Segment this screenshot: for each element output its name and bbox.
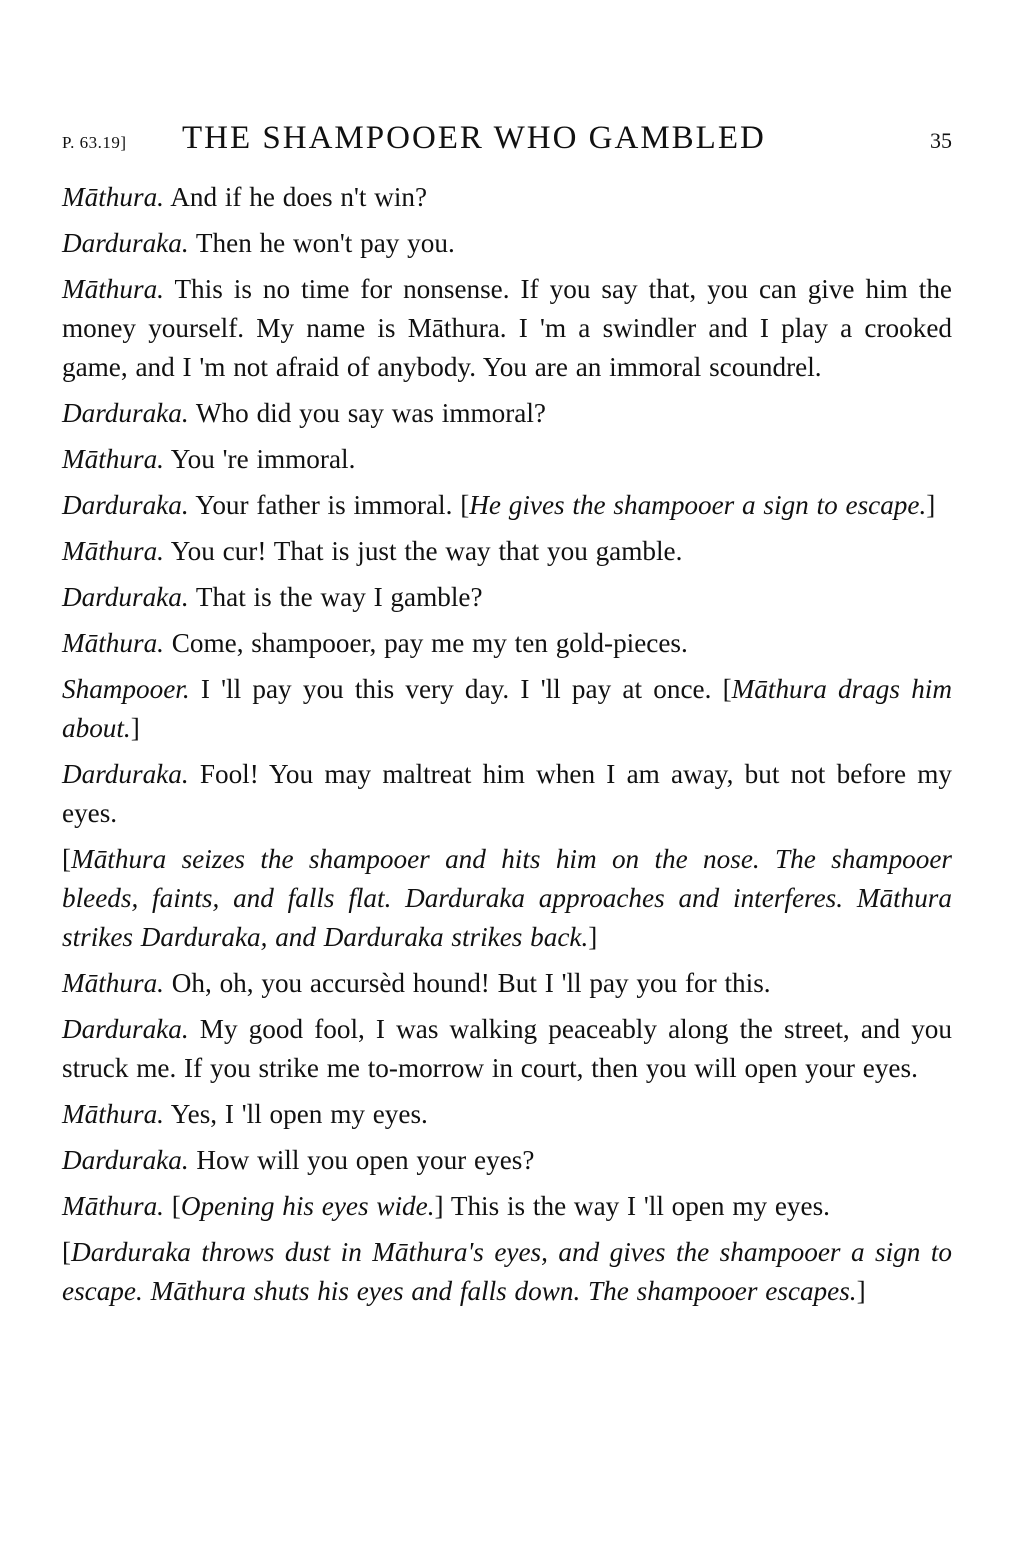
- header-reference: P. 63.19]: [62, 133, 127, 152]
- dialogue-line: [62, 624, 952, 663]
- line-text: That is the way I gamble?: [188, 582, 483, 612]
- line-text: My good fool, I was walking peaceably along the street, and you struck me. If you strike me to-morrow in court, then you will open your eyes.: [62, 1014, 952, 1083]
- speaker-name: Māthura.: [62, 1099, 164, 1129]
- dialogue-line: [62, 755, 952, 833]
- dialogue-line: [62, 1187, 952, 1226]
- line-text: You 're immoral.: [163, 444, 356, 474]
- speaker-name: Darduraka.: [62, 582, 189, 612]
- speaker-name: Shampooer.: [62, 674, 190, 704]
- line-text: I 'll pay you this very day. I 'll pay at once. [: [189, 674, 732, 704]
- stage-direction-block: [62, 840, 952, 957]
- stage-direction: Opening his eyes wide.: [180, 1191, 435, 1221]
- dialogue: [62, 178, 952, 1311]
- speaker-name: Darduraka.: [62, 1145, 189, 1175]
- line-text: You cur! That is just the way that you gamble.: [163, 536, 683, 566]
- speaker-name: Māthura.: [62, 536, 164, 566]
- bracket-close: ]: [856, 1276, 866, 1306]
- speaker-name: Darduraka.: [62, 490, 189, 520]
- dialogue-line: [62, 486, 952, 525]
- dialogue-line: [62, 270, 952, 387]
- dialogue-line: [62, 394, 952, 433]
- dialogue-line: [62, 1141, 952, 1180]
- dialogue-line: [62, 178, 952, 217]
- stage-direction: Māthura drags him about.: [62, 674, 952, 743]
- line-text: Yes, I 'll open my eyes.: [163, 1099, 428, 1129]
- bracket-close: ]: [926, 490, 936, 520]
- dialogue-line: [62, 440, 952, 479]
- speaker-name: Māthura.: [62, 628, 164, 658]
- line-text: Fool! You may maltreat him when I am away, but not before my eyes.: [62, 759, 952, 828]
- bracket-close: ]: [130, 713, 140, 743]
- speaker-name: Darduraka.: [62, 228, 189, 258]
- stage-direction-block: [62, 1233, 952, 1311]
- line-text: How will you open your eyes?: [188, 1145, 535, 1175]
- dialogue-line: [62, 1095, 952, 1134]
- stage-direction: Māthura seizes the shampooer and hits him on the nose. The shampooer bleeds, faints, and falls flat. Darduraka approaches and interferes. Māthura strikes Darduraka, and Darduraka strikes back.: [62, 844, 952, 952]
- bracket-close: ]: [588, 922, 598, 952]
- running-header: [62, 120, 952, 172]
- speaker-name: Darduraka.: [62, 1014, 189, 1044]
- dialogue-line: [62, 670, 952, 748]
- dialogue-line: [62, 964, 952, 1003]
- dialogue-line: [62, 224, 952, 263]
- page-title: THE SHAMPOOER WHO GAMBLED: [182, 120, 766, 156]
- dialogue-line: [62, 1010, 952, 1088]
- speaker-name: Māthura.: [62, 1191, 164, 1221]
- line-text: Your father is immoral. [: [188, 490, 470, 520]
- line-text: Oh, oh, you accursèd hound! But I 'll pay you for this.: [163, 968, 771, 998]
- book-page: [62, 120, 952, 1318]
- line-text: And if he does n't win?: [163, 182, 428, 212]
- bracket-open: [: [62, 844, 72, 874]
- page-number: 35: [930, 128, 952, 153]
- line-text: Who did you say was immoral?: [188, 398, 546, 428]
- stage-direction: Darduraka throws dust in Māthura's eyes, and gives the shampooer a sign to escape. Māthura shuts his eyes and falls down. The shampooer escapes.: [62, 1237, 952, 1306]
- speaker-name: Māthura.: [62, 444, 164, 474]
- line-text-after: ] This is the way I 'll open my eyes.: [434, 1191, 830, 1221]
- dialogue-line: [62, 578, 952, 617]
- speaker-name: Māthura.: [62, 182, 164, 212]
- stage-direction: He gives the shampooer a sign to escape.: [469, 490, 927, 520]
- speaker-name: Māthura.: [62, 274, 164, 304]
- dialogue-line: [62, 532, 952, 571]
- speaker-name: Darduraka.: [62, 759, 189, 789]
- line-text: [: [163, 1191, 181, 1221]
- bracket-open: [: [62, 1237, 72, 1267]
- line-text: Then he won't pay you.: [188, 228, 455, 258]
- line-text: Come, shampooer, pay me my ten gold-pieces.: [163, 628, 688, 658]
- line-text: This is no time for nonsense. If you say that, you can give him the money yourself. My name is Māthura. I 'm a swindler and I play a crooked game, and I 'm not afraid of anybody. You are an immoral scoundrel.: [62, 274, 952, 382]
- speaker-name: Darduraka.: [62, 398, 189, 428]
- speaker-name: Māthura.: [62, 968, 164, 998]
